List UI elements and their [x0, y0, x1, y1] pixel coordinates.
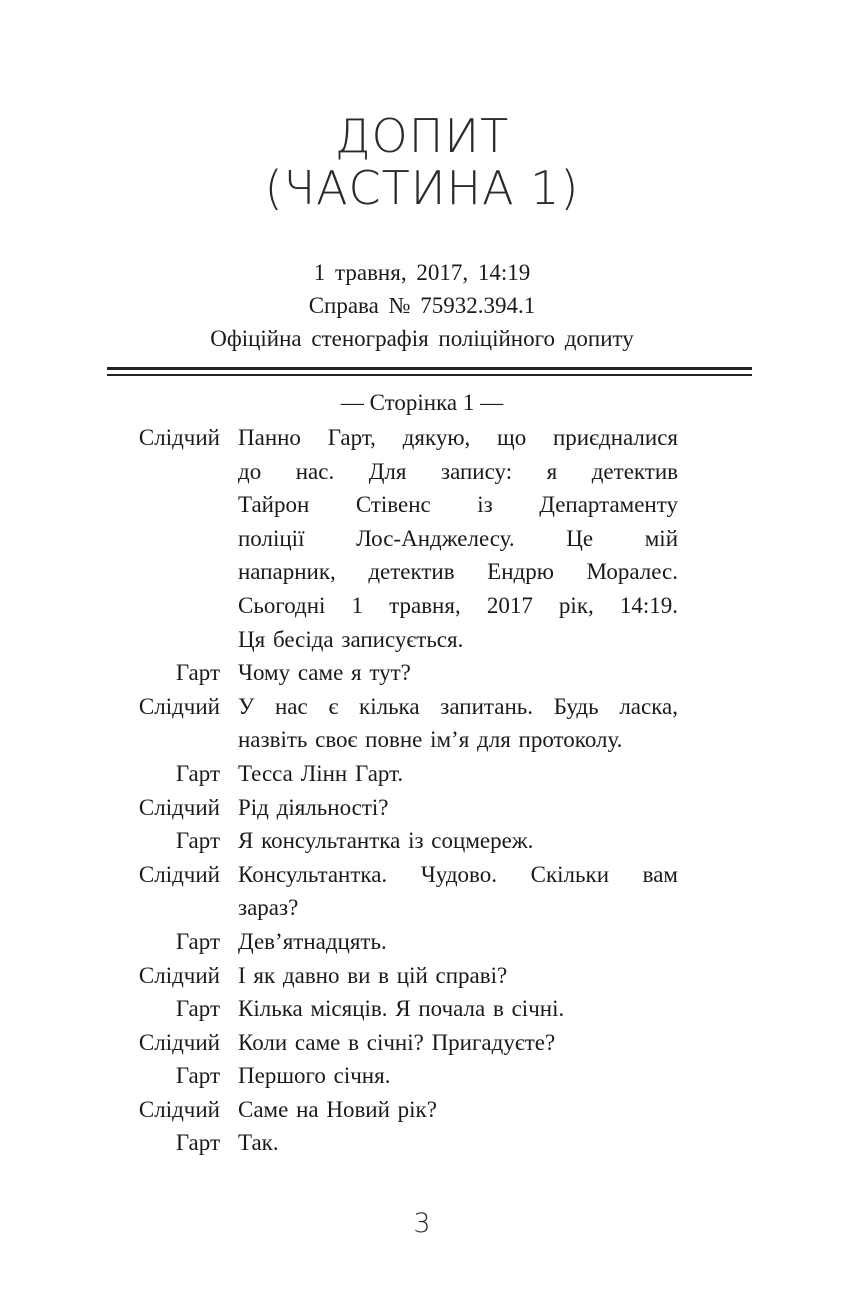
- speaker-label: Гарт: [175, 1063, 220, 1089]
- chapter-title-line-1: ДОПИТ: [334, 109, 510, 163]
- speaker-label: Слідчий: [138, 425, 220, 450]
- transcript-row: [0, 959, 844, 993]
- transcript-row: [0, 690, 844, 757]
- case-number: Справа № 75932.394.1: [308, 293, 536, 318]
- speaker-label: Слідчий: [138, 962, 220, 988]
- speech-line: назвіть своє повне ім’я для протоколу.: [238, 727, 623, 753]
- speech-line: зараз?: [238, 895, 299, 921]
- speech-line: Саме на Новий рік?: [238, 1096, 437, 1122]
- speech-line: Ця бесіда записується.: [238, 626, 464, 652]
- speech-line: до нас. Для запису: я детектив: [238, 458, 678, 484]
- speech-line: Першого січня.: [238, 1063, 391, 1089]
- speech-line: поліції Лос-Анджелесу. Це мій: [238, 525, 678, 551]
- header-divider-thick: [107, 367, 752, 370]
- transcript-row: [0, 1026, 844, 1060]
- speech-line: Тайрон Стівенс із Департаменту: [238, 492, 678, 518]
- speech-line: Дев’ятнадцять.: [238, 928, 387, 954]
- speaker-label: Слідчий: [138, 1096, 220, 1122]
- speech-line: Рід діяльності?: [238, 794, 389, 820]
- speech-text: [238, 1059, 678, 1093]
- speech-text: [238, 992, 678, 1026]
- speech-text: [238, 959, 678, 993]
- transcript-row: [0, 656, 844, 690]
- speech-text: [238, 757, 678, 791]
- speech-line: У нас є кілька запитань. Будь ласка,: [238, 693, 678, 719]
- speech-text: [238, 690, 678, 757]
- speech-line: Чому саме я тут?: [238, 660, 411, 686]
- speaker-label: Гарт: [175, 928, 220, 954]
- transcript-description: Офіційна стенографія поліційного допиту: [210, 326, 634, 351]
- speech-line: напарник, детектив Ендрю Моралес.: [238, 559, 678, 585]
- speaker-label: Гарт: [175, 828, 220, 854]
- speech-line: Я консультантка із соцмереж.: [238, 828, 534, 854]
- speech-line: Коли саме в січні? Пригадуєте?: [238, 1029, 556, 1055]
- speech-line: Тесса Лінн Гарт.: [238, 760, 404, 786]
- transcript-page-marker: — Сторінка 1 —: [340, 390, 504, 415]
- speech-line: Кілька місяців. Я почала в січні.: [238, 996, 565, 1022]
- page-number: 3: [413, 1208, 431, 1239]
- speech-text: [238, 1093, 678, 1127]
- speech-text: [238, 1126, 678, 1160]
- transcript-dialogue: [0, 421, 844, 1160]
- transcript-row: [0, 925, 844, 959]
- chapter-title-line-2: (ЧАСТИНА 1): [264, 161, 580, 215]
- speaker-label: Гарт: [175, 1130, 220, 1156]
- speech-text: [238, 1026, 678, 1060]
- transcript-row: [0, 858, 844, 925]
- header-divider-thin: [107, 374, 752, 376]
- speech-line: Консультантка. Чудово. Скільки вам: [238, 861, 678, 887]
- speech-text: [238, 421, 678, 656]
- transcript-row: [0, 791, 844, 825]
- speech-text: [238, 791, 678, 825]
- speech-text: [238, 824, 678, 858]
- speaker-label: Гарт: [175, 760, 220, 786]
- transcript-row: [0, 824, 844, 858]
- speaker-label: Гарт: [175, 996, 220, 1022]
- transcript-row: [0, 1059, 844, 1093]
- transcript-row: [0, 1126, 844, 1160]
- transcript-row: [0, 992, 844, 1026]
- transcript-row: [0, 1093, 844, 1127]
- speech-text: [238, 656, 678, 690]
- speaker-label: Гарт: [175, 660, 220, 686]
- transcript-row: [0, 757, 844, 791]
- speaker-label: Слідчий: [138, 794, 220, 820]
- speech-line: Сьогодні 1 травня, 2017 рік, 14:19.: [238, 592, 678, 618]
- speech-text: [238, 858, 678, 925]
- speech-line: І як давно ви в цій справі?: [238, 962, 508, 988]
- speech-text: [238, 925, 678, 959]
- transcript-row: [0, 421, 844, 656]
- speaker-label: Слідчий: [138, 1029, 220, 1055]
- speech-line: Так.: [238, 1130, 279, 1156]
- speaker-label: Слідчий: [138, 861, 220, 887]
- speaker-label: Слідчий: [138, 693, 220, 719]
- interrogation-datetime: 1 травня, 2017, 14:19: [313, 260, 531, 285]
- speech-line: Панно Гарт, дякую, що приєдналися: [238, 425, 678, 450]
